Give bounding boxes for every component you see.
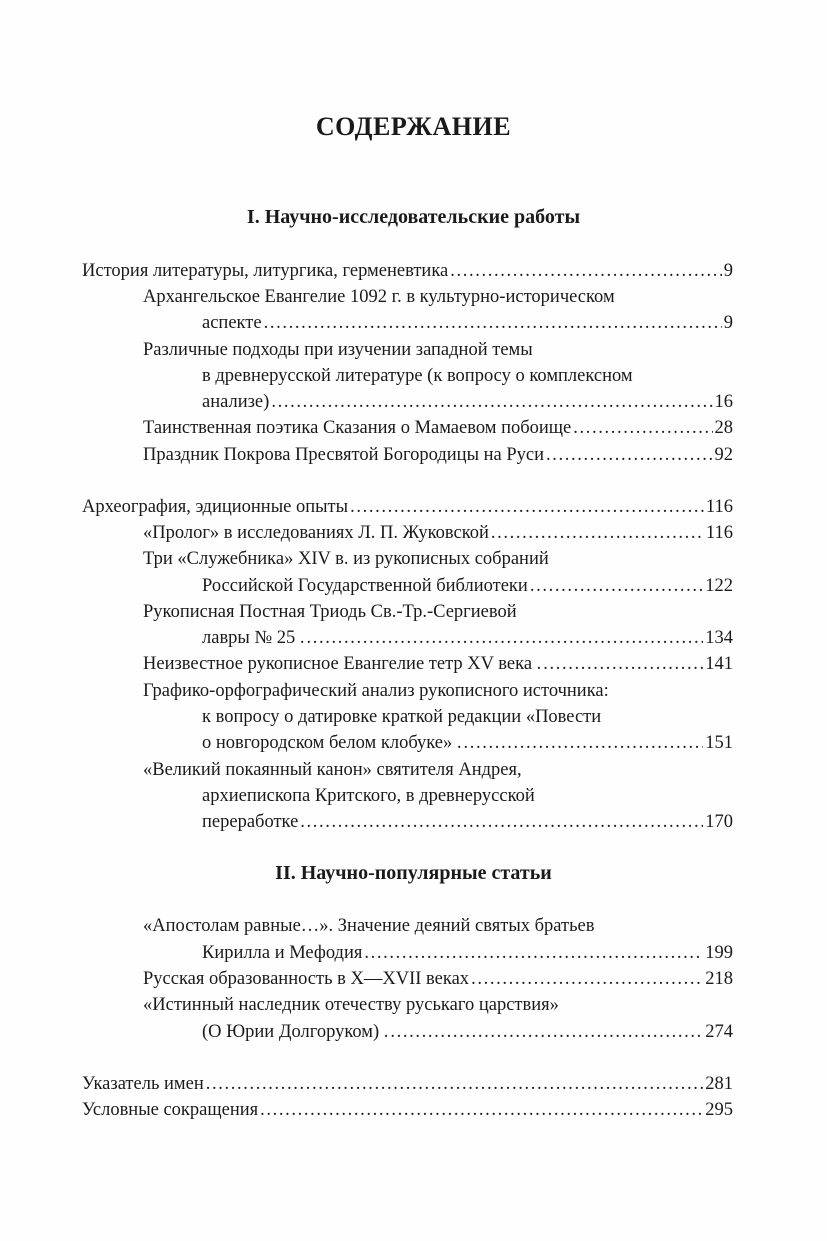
entry-text-line: «Истинный наследник отечеству руськаго царствия» [143, 995, 559, 1015]
toc-entry-pokayanny-kanon[interactable] [202, 809, 733, 835]
page-number: 9 [723, 261, 733, 281]
dot-leader [464, 730, 704, 756]
entry-text-line: Архангельское Евангелие 1092 г. в культурно-историческом [143, 287, 615, 307]
toc-entry-pokrov[interactable] [143, 442, 733, 468]
toc-entry-obrazovannost[interactable] [143, 966, 733, 992]
dot-leader [573, 415, 712, 441]
entry-label: Неизвестное рукописное Евангелие тетр XV века . [143, 654, 542, 674]
page-number: 116 [705, 497, 733, 517]
entry-text-line: Рукописная Постная Триодь Св.-Тр.-Сергиевой [143, 602, 517, 622]
page-number: 218 [705, 969, 733, 989]
dot-leader [530, 573, 703, 599]
entry-text-line: Различные подходы при изучении западной темы [143, 340, 533, 360]
page-number: 141 [705, 654, 733, 674]
page-number: 295 [705, 1100, 733, 1120]
entry-text-line: к вопросу о датировке краткой редакции «Повести [202, 707, 602, 727]
dot-leader [307, 625, 704, 651]
entry-label: «Пролог» в исследованиях Л. П. Жуковской [143, 523, 489, 543]
entry-label: лавры № 25 . [202, 628, 305, 648]
page-title: СОДЕРЖАНИЕ [315, 112, 512, 141]
toc-entry-evangelie-tetr[interactable] [143, 651, 733, 677]
dot-leader [364, 940, 703, 966]
dot-leader [543, 651, 703, 677]
entry-label: Российской Государственной библиотеки [202, 576, 528, 596]
page-number: 28 [714, 418, 733, 438]
entry-text-line: в древнерусской литературе (к вопросу о комплексном [202, 366, 633, 386]
page-number: 170 [705, 812, 733, 832]
entry-label: Указатель имен [82, 1074, 204, 1094]
dot-leader [546, 442, 712, 468]
page-number: 9 [723, 313, 733, 333]
entry-text-line: «Апостолам равные…». Значение деяний святых братьев [143, 916, 595, 936]
dot-leader [260, 1097, 703, 1123]
dot-leader [390, 1019, 703, 1045]
dot-leader [450, 258, 722, 284]
part-2-heading: II. Научно-популярные статьи [275, 862, 552, 884]
entry-text-line: Три «Служебника» XIV в. из рукописных собраний [143, 549, 549, 569]
entry-label: Кирилла и Мефодия [202, 943, 363, 963]
toc-entry-zapadnaya-tema[interactable] [202, 389, 733, 415]
entry-text-line: архиепископа Критского, в древнерусской [202, 786, 535, 806]
page-number: 116 [705, 523, 733, 543]
dot-leader [206, 1071, 704, 1097]
page-number: 92 [714, 445, 733, 465]
page-number: 199 [705, 943, 733, 963]
dot-leader [271, 389, 712, 415]
entry-label: о новгородском белом клобуке» . [202, 733, 462, 753]
entry-label: История литературы, литургика, герменевтика [82, 261, 449, 281]
toc-entry-arkhangelskoe[interactable] [202, 310, 733, 336]
toc-entry-section-1[interactable] [82, 258, 733, 284]
page-number: 151 [705, 733, 733, 753]
toc-entry-abbreviations[interactable] [82, 1097, 733, 1123]
entry-text-line: Графико-орфографический анализ рукописного источника: [143, 681, 609, 701]
entry-label: аспекте [202, 313, 262, 333]
toc-entry-sluzhebniki[interactable] [202, 573, 733, 599]
dot-leader [491, 520, 704, 546]
page-number: 281 [705, 1074, 733, 1094]
entry-label: Условные сокращения [82, 1100, 259, 1120]
toc-entry-mamaevo-poboische[interactable] [143, 415, 733, 441]
entry-label: Таинственная поэтика Сказания о Мамаевом побоище [143, 418, 572, 438]
part-1-heading: I. Научно-исследовательские работы [246, 206, 581, 228]
entry-label: Русская образованность в X—XVII веках [143, 969, 470, 989]
page-number: 16 [714, 392, 733, 412]
entry-label: Праздник Покрова Пресвятой Богородицы на Руси [143, 445, 545, 465]
toc-entry-kirill-mefodiy[interactable] [202, 940, 733, 966]
entry-label: переработке [202, 812, 299, 832]
toc-entry-prolog[interactable] [143, 520, 733, 546]
page-number: 134 [705, 628, 733, 648]
entry-text-line: «Великий покаянный канон» святителя Андрея, [143, 760, 522, 780]
page-number: 274 [705, 1022, 733, 1042]
entry-label: (О Юрии Долгоруком) . [202, 1022, 389, 1042]
toc-entry-triod[interactable] [202, 625, 733, 651]
toc-entry-section-2[interactable] [82, 494, 733, 520]
toc-entry-dolgorukiy[interactable] [202, 1019, 733, 1045]
dot-leader [264, 310, 722, 336]
dot-leader [350, 494, 704, 520]
dot-leader [300, 809, 703, 835]
entry-label: Археография, эдиционные опыты [82, 497, 349, 517]
dot-leader [471, 966, 703, 992]
page-number: 122 [705, 576, 733, 596]
toc-entry-klobuk[interactable] [202, 730, 733, 756]
toc-entry-index[interactable] [82, 1071, 733, 1097]
entry-label: анализе) [202, 392, 270, 412]
